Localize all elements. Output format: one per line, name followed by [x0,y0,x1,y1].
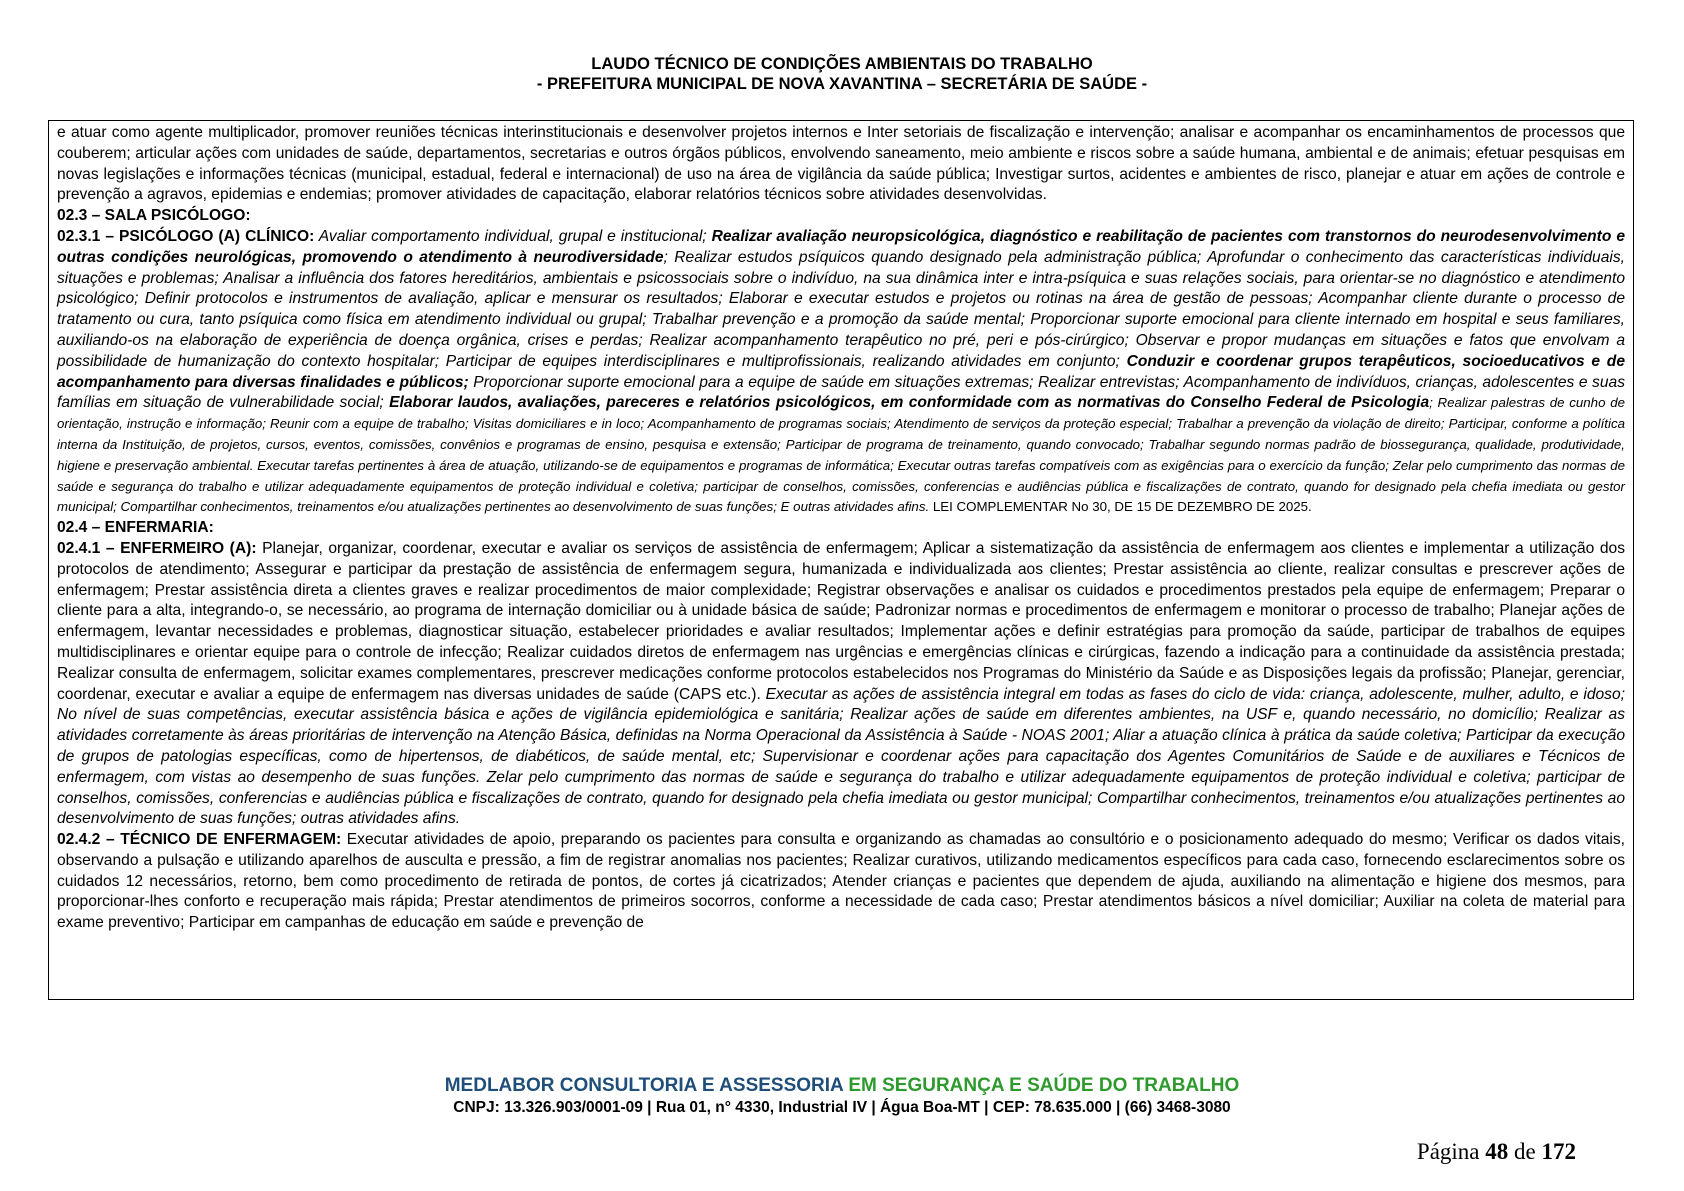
enfermeiro-text-1: Planejar, organizar, coordenar, executar e avaliar os serviços de assistência de enfermagem; Aplicar a sistematização da assistência de enfermagem aos clientes e implementar a utilização dos protocolos de atendimento; Assegurar e participar da prestação de assistência de enfermagem segura, humanizada e individualizada aos clientes; Prestar assistência ao cliente, realizar consultas e prescrever ações de enfermagem; Prestar assistência direta a clientes graves e realizar procedimentos de maior complexidade; Registrar observações e analisar os cuidados e procedimentos prestados pela equipe de enfermagem; Preparar o cliente para a alta, integrando-o, se necessário, ao programa de internação domiciliar ou à unidade básica de saúde; Padronizar normas e procedimentos de enfermagem e monitorar o processo de trabalho; Planejar ações de enfermagem, levantar necessidades e problemas, diagnosticar situação, estabelecer prioridades e avaliar resultados; Implementar ações e definir estratégias para promoção da saúde, participar de trabalhos de equipes multidisciplinares e orientar equipe para o controle de infecção; Realizar cuidados diretos de enfermagem nas urgências e emergências clínicas e cirúrgicas, fazendo a indicação para a continuidade da assistência prestada; Realizar consulta de enfermagem, solicitar exames complementares, prescrever medicações conforme protocolos estabelecidos nos Programas do Ministério da Saúde e as Disposições legais da profissão; Planejar, gerenciar, coordenar, executar e avaliar a equipe de enfermagem nas diversas unidades de saúde (CAPS etc.). [57,539,1626,703]
psicologo-paragraph [57,227,1625,518]
tecnico-paragraph [57,830,1625,934]
enfermeiro-paragraph [57,539,1625,830]
tecnico-text-1: Executar atividades de apoio, preparando os pacientes para consulta e organizando as chamadas ao consultório e o posicionamento adequado do mesmo; Verificar os dados vitais, observando a pulsação e utilizando aparelhos de ausculta e pressão, a fim de registrar anomalias nos pacientes; Realizar curativos, utilizando medicamentos específicos para cada caso, fornecendo esclarecimentos sobre os cuidados 12 necessários, retorno, bem como procedimento de retirada de pontos, de cortes já cicatrizados; Atender crianças e pacientes que dependem de ajuda, auxiliando na alimentação e higiene dos mesmos, para proporcionar-lhes conforto e recuperação mais rápida; Prestar atendimentos de primeiros socorros, conforme a necessidade de cada caso; Prestar atendimentos básicos a nível domiciliar; Auxiliar na coleta de material para exame preventivo; Participar em campanhas de educação em saúde e prevenção de [57,831,1625,932]
psicologo-heading-a: 02.3.1 – PSICÓLOGO ( [57,227,224,245]
psicologo-heading-c: ) CLÍNICO: [234,227,315,245]
psicologo-bold-3: Elaborar laudos, avaliações, pareceres e relatórios psicológicos, em conformidade com as normativas do Conselho Federal de Psicologia [389,394,1430,412]
footer-address: CNPJ: 13.326.903/0001-09 | Rua 01, n° 4330, Industrial IV | Água Boa-MT | CEP: 78.635.000 | (66) 3468-3080 [453,1099,1231,1116]
page-number [1417,1138,1576,1166]
psicologo-heading-b: A [223,227,235,245]
psicologo-bold-2: Conduzir e coordenar grupos terapêuticos, socioeducativos e de acompanhamento para diversas finalidades e públicos; [57,352,1626,391]
footer-company-name [0,1074,1684,1098]
page-label: Página [1416,1139,1486,1164]
psicologo-text-1: Avaliar comportamento individual, grupal e institucional; [314,227,712,245]
content-box [48,120,1634,1000]
document-header [0,54,1684,94]
psicologo-law-reference: LEI COMPLEMENTAR No 30, DE 15 DE DEZEMBRO DE 2025. [929,499,1312,515]
page-separator: de [1508,1139,1542,1164]
psicologo-text-2: ; Realizar estudos psíquicos quando designado pela administração pública; Aprofundar o conhecimento das características individuais, situações e problemas; Analisar a influência dos fatores hereditários, ambientais e psicossociais sobre o indivíduo, na sua dinâmica inter e intra-psíquica e suas relações sociais, para orientar-se no diagnóstico e atendimento psicológico; Definir protocolos e instrumentos de avaliação, aplicar e mensurar os resultados; Elaborar e executar estudos e projetos ou rotinas na área de gestão de pessoas; Acompanhar cliente durante o processo de tratamento ou cura, tanto psíquica como física em atendimento individual ou grupal; Trabalhar prevenção e a promoção da saúde mental; Proporcionar suporte emocional para cliente internado em hospital e seus familiares, auxiliando-os na elaboração de experiência de doença orgânica, crises e perdas; Realizar acompanhamento terapêutico no pré, peri e pós-cirúrgico; Observar e propor mudanças em situações e fatos que envolvam a possibilidade de humanização do contexto hospitalar; Participar de equipes interdisciplinares e multiprofissionais, realizando atividades em conjunto; [57,248,1625,370]
psicologo-bold-1: Realizar avaliação neuropsicológica, diagnóstico e reabilitação de pacientes com transtornos do neurodesenvolvimento e outras condições neurológicas, promovendo o atendimento à neurodiversidade [57,227,1626,266]
psicologo-text-4: ; Realizar palestras de cunho de orientação, instrução e informação; Reunir com a equipe de trabalho; Visitas domiciliares e in loco; Acompanhamento de programas sociais; Atendimento de serviços da proteção especial; Trabalhar a prevenção da violação de direito; Participar, conforme a política interna da Instituição, de projetos, cursos, eventos, comissões, convênios e programas de ensino, pesquisa e extensão; Participar de programa de treinamento, quando convocado; Trabalhar segundo normas padrão de biossegurança, qualidade, produtividade, higiene e preservação ambiental. Executar tarefas pertinentes à área de atuação, utilizando-se de equipamentos e programas de informática; Executar outras tarefas compatíveis com as exigências para o exercício da função; Zelar pelo cumprimento das normas de saúde e segurança do trabalho e utilizar adequadamente equipamentos de proteção individual e coletiva; participar de conselhos, comissões, conferencias e audiências pública e fiscalizações de contrato, quando for designado pela chefia imediata ou gestor municipal; Compartilhar conhecimentos, treinamentos e/ou atualizações pertinentes ao desenvolvimento de suas funções; E outras atividades afins. [57,395,1625,515]
psicologo-text-3: Proporcionar suporte emocional para a equipe de saúde em situações extremas; Realizar entrevistas; Acompanhamento de indivíduos, crianças, adolescentes e suas famílias em situação de vulnerabilidade social; [57,373,1625,412]
enfermeiro-text-2: Executar as ações de assistência integral em todas as fases do ciclo de vida: criança, adolescente, mulher, adulto, e idoso; No nível de suas competências, executar assistência básica e ações de vigilância epidemiológica e sanitária; Realizar ações de saúde em diferentes ambientes, na USF e, quando necessário, no domicílio; Realizar as atividades corretamente às áreas prioritárias de intervenção na Atenção Básica, definidas na Norma Operacional da Assistência à Saúde - NOAS 2001; Aliar a atuação clínica à prática da saúde coletiva; Participar da execução de grupos de patologias específicas, como de hipertensos, de diabéticos, de saúde mental, etc; Supervisionar e coordenar ações para capacitação dos Agentes Comunitários de Saúde e de auxiliares e Técnicos de enfermagem, com vistas ao desempenho de suas funções. Zelar pelo cumprimento das normas de saúde e segurança do trabalho e utilizar adequadamente equipamentos de proteção individual e coletiva; participar de conselhos, comissões, conferencias e audiências pública e fiscalizações de contrato, quando for designado pela chefia imediata ou gestor municipal; Compartilhar conhecimentos, treinamentos e/ou atualizações pertinentes ao desenvolvimento de suas funções; outras atividades afins. [57,685,1625,828]
header-subtitle: - PREFEITURA MUNICIPAL DE NOVA XAVANTINA – SECRETÁRIA DE SAÚDE - [536,75,1148,93]
page-total: 172 [1541,1139,1576,1164]
header-title: LAUDO TÉCNICO DE CONDIÇÕES AMBIENTAIS DO TRABALHO [591,55,1093,73]
footer-company-green: EM SEGURANÇA E SAÚDE DO TRABALHO [843,1075,1240,1096]
footer-company-blue: MEDLABOR CONSULTORIA E ASSESSORIA [444,1075,844,1096]
intro-paragraph: e atuar como agente multiplicador, promover reuniões técnicas interinstitucionais e desenvolver projetos internos e Inter setoriais de fiscalização e intervenção; analisar e acompanhar os encaminhamentos de processos que couberem; articular ações com unidades de saúde, departamentos, secretarias e outros órgãos públicos, envolvendo saneamento, meio ambiente e riscos sobre a saúde humana, ambiental e de animais; efetuar pesquisas em novas legislações e informações técnicas (municipal, estadual, federal e internacional) de uso na área de vigilância da saúde pública; Investigar surtos, acidentes e ambientes de risco, planejar e atuar em ações de controle e prevenção a agravos, epidemias e endemias; promover atividades de capacitação, elaborar relatórios técnicos sobre atividades desenvolvidas. [57,124,1625,204]
enfermeiro-heading-b: A [234,539,247,557]
section-heading-sala-psicologo: 02.3 – SALA PSICÓLOGO: [57,207,251,225]
page-current: 48 [1485,1139,1509,1164]
tecnico-heading: 02.4.2 – TÉCNICO DE ENFERMAGEM: [57,831,342,849]
section-heading-enfermaria: 02.4 – ENFERMARIA: [57,519,214,537]
enfermeiro-heading-c: ): [246,539,257,557]
enfermeiro-heading-a: 02.4.1 – ENFERMEIRO ( [57,539,235,557]
